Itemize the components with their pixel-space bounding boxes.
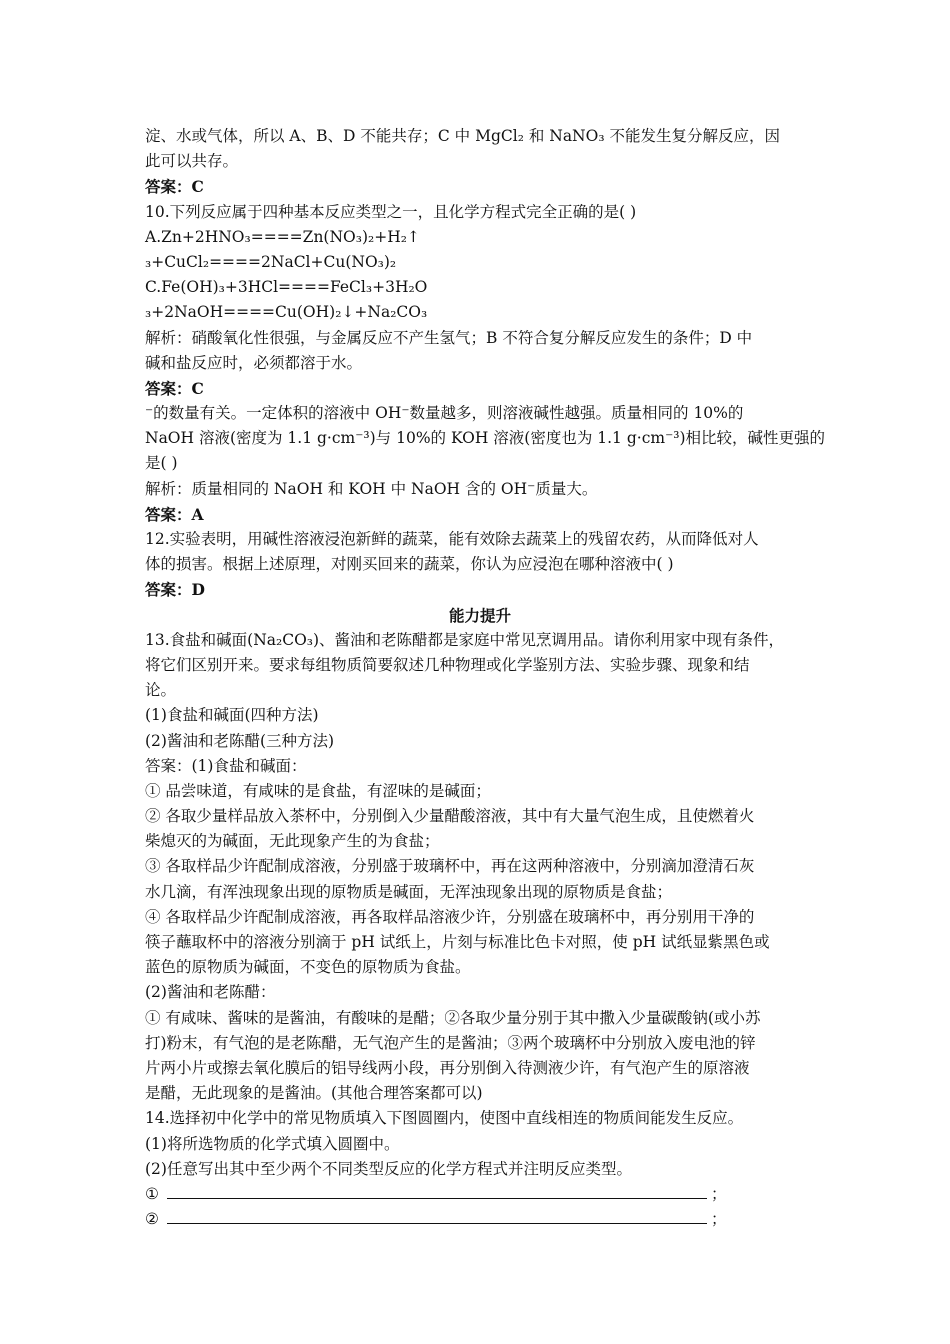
- analysis-line: 解析：质量相同的 NaOH 和 KOH 中 NaOH 含的 OH⁻质量大。: [145, 479, 598, 498]
- option-a: A.Zn+2HNO₃====Zn(NO₃)₂+H₂↑: [145, 227, 420, 246]
- question-14: 14.选择初中化学中的常见物质填入下图圆圈内，使图中直线相连的物质间能发生反应。: [145, 1109, 744, 1128]
- question-10: 10.下列反应属于四种基本反应类型之一，且化学方程式完全正确的是( ): [145, 202, 637, 221]
- answer-line: 答案：C: [145, 177, 204, 197]
- text-line: ① 有咸味、酱味的是酱油，有酸味的是醋；②各取少量分别于其中撒入少量碳酸钠(或小苏: [145, 1008, 761, 1027]
- option-b: ₃+CuCl₂====2NaCl+Cu(NO₃)₂: [145, 252, 397, 271]
- text-line: ② 各取少量样品放入茶杯中，分别倒入少量醋酸溶液，其中有大量气泡生成，且使燃着火: [145, 807, 755, 826]
- text-line: 蓝色的原物质为碱面，不变色的原物质为食盐。: [145, 958, 471, 977]
- blank-marker: ②: [145, 1210, 159, 1229]
- text-line: 片两小片或擦去氧化膜后的铝导线两小段，再分别倒入待测液少许，有气泡产生的原溶液: [145, 1058, 750, 1077]
- answer-line: 答案：A: [145, 504, 204, 524]
- text-line: ⁻的数量有关。一定体积的溶液中 OH⁻数量越多，则溶液碱性越强。质量相同的 10%的: [145, 404, 744, 423]
- answer-blank[interactable]: [167, 1182, 707, 1199]
- answer-line: 答案：D: [145, 580, 205, 600]
- text-line: (1)将所选物质的化学式填入圆圈中。: [145, 1134, 400, 1153]
- text-line: (2)任意写出其中至少两个不同类型反应的化学方程式并注明反应类型。: [145, 1159, 632, 1178]
- text-line: 柴熄灭的为碱面，无此现象产生的为食盐；: [145, 832, 440, 851]
- text-line: ① 品尝味道，有咸味的是食盐，有涩味的是碱面；: [145, 781, 491, 800]
- answer-line: 答案：(1)食盐和碱面：: [145, 756, 307, 775]
- question-13: 13.食盐和碱面(Na₂CO₃)、酱油和老陈醋都是家庭中常见烹调用品。请你利用家中现有条件，: [145, 630, 785, 649]
- text-line: 是( ): [145, 454, 178, 473]
- blank-line-2: [145, 1207, 815, 1232]
- text-line: 淀、水或气体，所以 A、B、D 不能共存；C 中 MgCl₂ 和 NaNO₃ 不能发生复分解反应，因: [145, 127, 780, 145]
- text-line: (2)酱油和老陈醋(三种方法): [145, 731, 335, 750]
- section-heading: 能力提升: [448, 605, 511, 625]
- text-line: 筷子蘸取杯中的溶液分别滴于 pH 试纸上，片刻与标准比色卡对照，使 pH 试纸显紫黑色或: [145, 933, 770, 951]
- answer-line: 答案：C: [145, 378, 204, 398]
- answer-blank[interactable]: [167, 1207, 707, 1224]
- text-line: 论。: [145, 681, 177, 700]
- blank-end: ；: [711, 1210, 727, 1229]
- text-line: 是醋，无此现象的是酱油。(其他合理答案都可以): [145, 1084, 483, 1103]
- text-line: NaOH 溶液(密度为 1.1 g·cm⁻³)与 10%的 KOH 溶液(密度也为 1.1 g·cm⁻³)相比较，碱性更强的: [145, 429, 826, 448]
- blank-end: ；: [711, 1184, 727, 1203]
- option-c: C.Fe(OH)₃+3HCl====FeCl₃+3H₂O: [145, 278, 428, 297]
- analysis-line: 解析：硝酸氧化性很强，与金属反应不产生氢气；B 不符合复分解反应发生的条件；D 中: [145, 328, 753, 347]
- blank-line-1: [145, 1182, 815, 1207]
- blank-marker: ①: [145, 1184, 159, 1203]
- text-line: 体的损害。根据上述原理，对刚买回来的蔬菜，你认为应浸泡在哪种溶液中( ): [145, 555, 674, 574]
- question-12: 12.实验表明，用碱性溶液浸泡新鲜的蔬菜，能有效除去蔬菜上的残留农药，从而降低对人: [145, 530, 759, 548]
- text-line: (2)酱油和老陈醋：: [145, 983, 276, 1002]
- text-line: 将它们区别开来。要求每组物质简要叙述几种物理或化学鉴别方法、实验步骤、现象和结: [145, 655, 750, 674]
- text-line: (1)食盐和碱面(四种方法): [145, 706, 319, 725]
- text-line: 此可以共存。: [145, 152, 239, 171]
- text-line: 碱和盐反应时，必须都溶于水。: [145, 353, 363, 372]
- option-d: ₃+2NaOH====Cu(OH)₂↓+Na₂CO₃: [145, 303, 428, 322]
- text-line: ③ 各取样品少许配制成溶液，分别盛于玻璃杯中，再在这两种溶液中，分别滴加澄清石灰: [145, 857, 755, 876]
- text-line: 水几滴，有浑浊现象出现的原物质是碱面，无浑浊现象出现的原物质是食盐；: [145, 882, 673, 901]
- text-line: ④ 各取样品少许配制成溶液，再各取样品溶液少许，分别盛在玻璃杯中，再分别用干净的: [145, 907, 755, 926]
- document-page: [145, 124, 826, 1232]
- text-line: 打)粉末，有气泡的是老陈醋，无气泡产生的是酱油；③两个玻璃杯中分别放入废电池的锌: [145, 1033, 756, 1052]
